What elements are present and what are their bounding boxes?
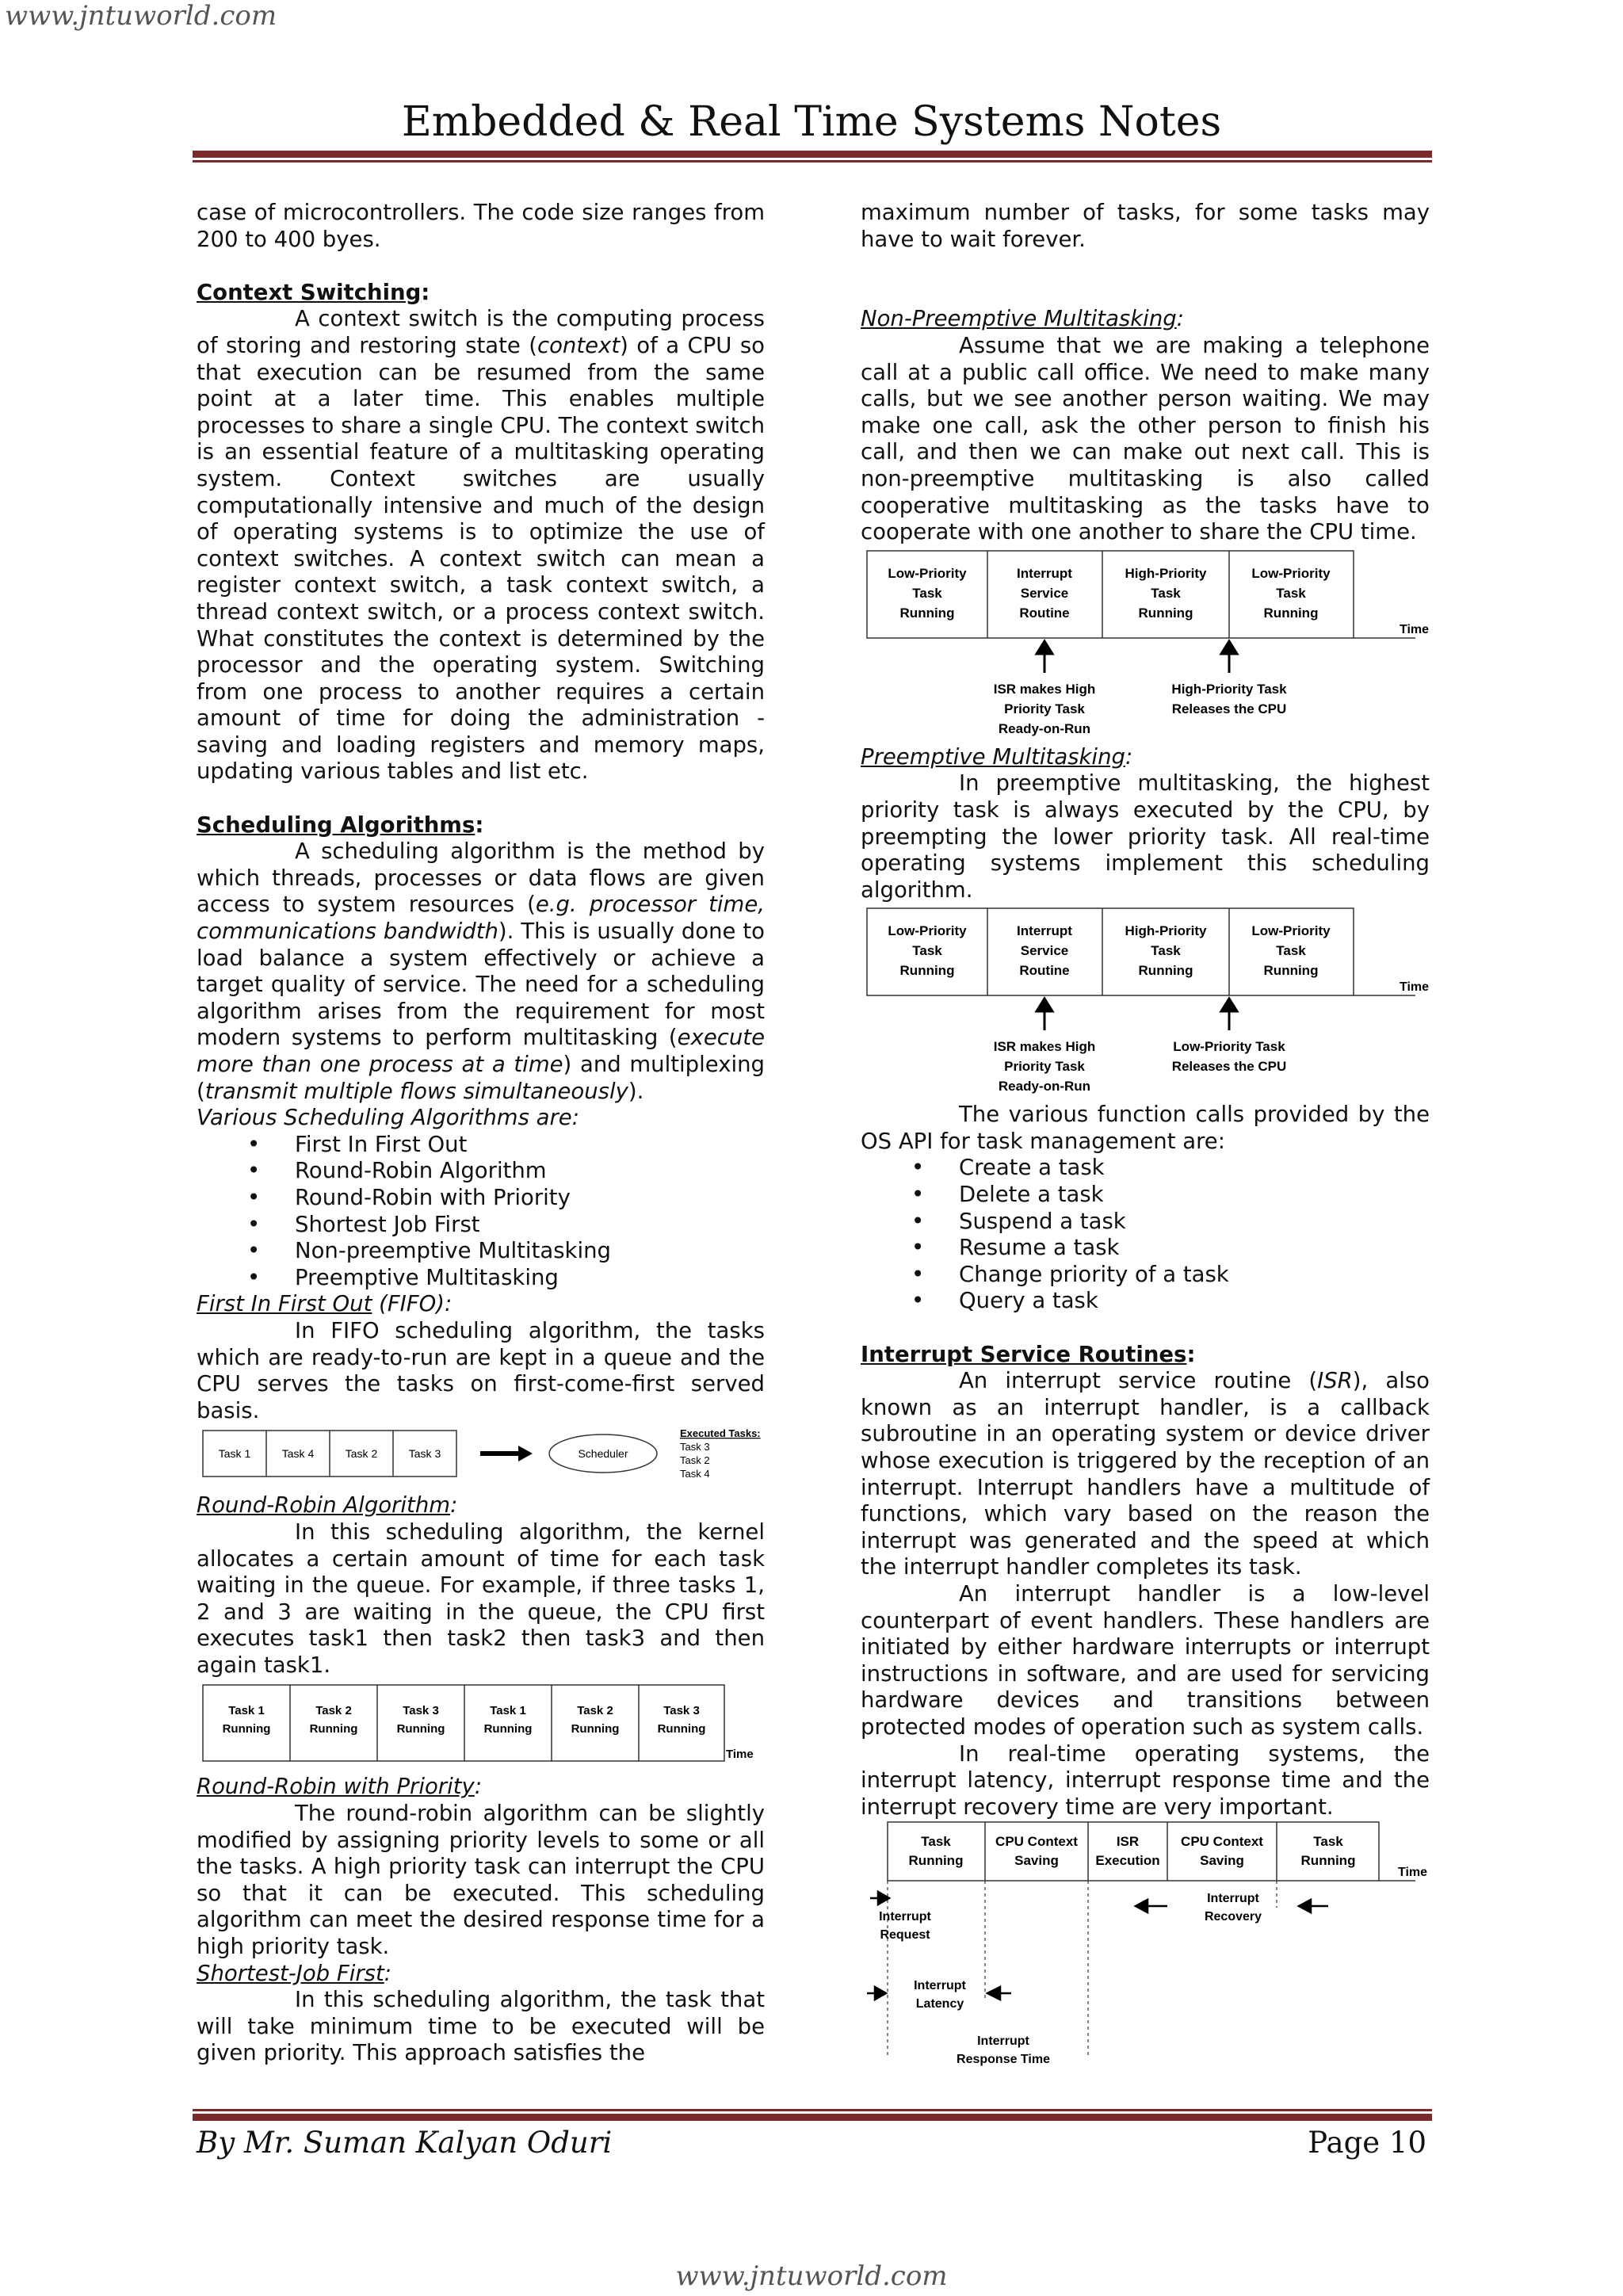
svg-text:Routine: Routine [1019,963,1070,979]
svg-text:High-Priority: High-Priority [1125,565,1207,581]
request-label: Interrupt [879,1910,931,1924]
svg-text:Execution: Execution [1095,1853,1160,1869]
svg-text:Task: Task [1276,585,1306,601]
round-robin-diagram [197,1679,765,1774]
left-intro: case of microcontrollers. The code size ranges from 200 to 400 byes. [197,200,765,252]
svg-text:CPU Context: CPU Context [995,1834,1078,1850]
fifo-task: Task 1 [218,1447,251,1461]
latency-label: Interrupt [914,1979,966,1993]
svg-text:Saving: Saving [1014,1853,1059,1869]
svg-text:Running: Running [1300,1853,1356,1869]
list-item: • First In First Out [197,1132,765,1159]
svg-text:Running: Running [657,1722,706,1736]
latency-label: Latency [915,1997,964,2011]
scheduling-heading: Scheduling Algorithms: [197,812,484,838]
list-item: • Non-preemptive Multitasking [197,1238,765,1265]
svg-text:Running: Running [571,1722,620,1736]
round-robin-paragraph: In this scheduling algorithm, the kernel allocates a certain amount of time for each task waiting in the queue. For example, if three tasks 1, 2 and 3 are waiting in the queue, the CPU first executes task1 then task2 then task3 and then again task1. [197,1519,765,1678]
svg-text:Task: Task [1276,943,1306,959]
npm-note1: Priority Task [1004,701,1085,716]
svg-text:Interrupt: Interrupt [1017,565,1072,581]
page-title: Embedded & Real Time Systems Notes [401,98,1222,146]
right-intro: maximum number of tasks, for some tasks may have to wait forever. [861,200,1430,252]
npm-cell [888,566,1331,621]
isr-paragraph-2: An interrupt handler is a low-level counterpart of event handlers. These handlers are initiated by either hardware interrupts or interrupt instructions in software, and are used for servicing hardware devices and transitions between protected modes of operation such as system calls. [861,1580,1430,1740]
list-item: • Resume a task [861,1235,1430,1262]
list-item: • Change priority of a task [861,1262,1430,1289]
svg-text:Task 1: Task 1 [490,1704,526,1718]
svg-text:Task 3: Task 3 [403,1704,439,1718]
list-item: • Round-Robin Algorithm [197,1158,765,1185]
svg-text:ISR: ISR [1116,1834,1140,1850]
fifo-paragraph: In FIFO scheduling algorithm, the tasks which are ready-to-run are kept in a queue and the CPU serves the tasks on first-come-first served basis. [197,1317,765,1423]
list-item: • Round-Robin with Priority [197,1185,765,1212]
svg-text:Task 2: Task 2 [315,1704,352,1718]
fifo-arrow-head [518,1446,533,1461]
svg-text:Low-Priority: Low-Priority [1251,565,1331,581]
svg-text:CPU Context: CPU Context [1181,1834,1263,1850]
non-preemptive-heading: Non-Preemptive Multitasking: [861,306,1184,332]
list-item: • Create a task [861,1155,1430,1182]
left-column [197,200,765,2067]
response-label: Response Time [957,2053,1050,2067]
npm-note2: Releases the CPU [1171,701,1287,716]
isr-heading: Interrupt Service Routines: [861,1341,1196,1367]
various-algorithms-label: Various Scheduling Algorithms are: [197,1105,579,1131]
svg-text:Service: Service [1020,585,1069,601]
header-rule [193,151,1432,163]
executed-title: Executed Tasks: [680,1427,761,1440]
recovery-label: Interrupt [1207,1892,1259,1906]
rr-priority-paragraph: The round-robin algorithm can be slightly modified by assigning priority levels to some or all the tasks. A high priority task can interrupt the CPU so that it can be executed. This scheduling algorithm can meet the desired response time for a high priority task. [197,1801,765,1960]
up-arrow-icon [1037,641,1237,673]
svg-text:Running: Running [1138,605,1193,621]
svg-text:Running: Running [899,963,955,979]
pm-note1: Ready-on-Run [998,1079,1091,1095]
time-label: Time [1400,980,1430,995]
round-robin-heading: Round-Robin Algorithm: [197,1492,458,1519]
context-switching-heading: Context Switching: [197,279,430,305]
preemptive-heading: Preemptive Multitasking: [861,743,1133,770]
isr-cell [909,1834,1356,1868]
svg-text:Task: Task [912,943,942,959]
svg-text:Task 3: Task 3 [663,1704,700,1718]
fifo-diagram [197,1424,765,1492]
svg-text:Task: Task [912,585,942,601]
api-list [861,1155,1430,1315]
preemptive-paragraph: In preemptive multitasking, the highest priority task is always executed by the CPU, by preempting the lower priority task. All real-time operating systems implement this scheduling algorithm. [861,770,1430,903]
sjf-paragraph: In this scheduling algorithm, the task that will take minimum time to be executed will be given priority. This approach satisfies the [197,1987,765,2066]
list-item: • Query a task [861,1288,1430,1315]
svg-text:Running: Running [483,1722,533,1736]
svg-text:Running: Running [309,1722,358,1736]
svg-text:Task 2: Task 2 [577,1704,613,1718]
list-item: • Shortest Job First [197,1212,765,1239]
request-label: Request [880,1928,930,1943]
svg-text:Task: Task [921,1834,951,1850]
time-label: Time [1398,1866,1428,1880]
pm-cell [888,923,1331,978]
list-item: • Delete a task [861,1182,1430,1209]
time-label: Time [1400,622,1430,636]
fifo-task: Task 3 [408,1447,441,1461]
svg-text:Running: Running [222,1722,271,1736]
rr-priority-heading: Round-Robin with Priority: [197,1774,483,1800]
svg-text:Running: Running [1263,963,1319,979]
page-number: Page 10 [1308,2126,1426,2160]
time-label: Time [726,1748,754,1762]
executed-task: Task 4 [680,1468,710,1480]
svg-text:Task: Task [1313,1834,1343,1850]
non-preemptive-paragraph: Assume that we are making a telephone call at a public call office. We need to make many calls, but we see another person waiting. We may make one call, ask the other person to finish his call, and then we can make out next call. This is non-preemptive multitasking is also called cooperative multitasking as the tasks have to cooperate with one another to share the CPU time. [861,332,1430,545]
npm-note1: ISR makes High [993,681,1096,697]
fifo-task: Task 4 [281,1447,315,1461]
scheduler-label: Scheduler [578,1447,628,1461]
recovery-label: Recovery [1204,1910,1262,1924]
isr-diagram [861,1820,1430,2066]
npm-note2: High-Priority Task [1171,681,1287,697]
executed-task: Task 3 [680,1441,710,1454]
context-switching-paragraph: A context switch is the computing process of storing and restoring state (context) of a CPU so that execution can be resumed from the same point at a later time. This enables multiple processes to share a single CPU. The context switch is an essential feature of a multitasking operating system. Context switches are usually computationally intensive and much of the design of operating systems is to optimize the use of context switches. A context switch can mean a register context switch, a task context switch, a thread context switch, or a process context switch. What constitutes the context is determined by the processor and the operating system. Switching from one process to another requires a certain amount of time for doing the administration - saving and loading registers and memory maps, updating various tables and list etc. [197,306,765,785]
svg-text:Low-Priority: Low-Priority [888,923,967,939]
footer-rule [193,2107,1432,2119]
svg-text:Running: Running [1263,605,1319,621]
response-label: Interrupt [977,2034,1029,2049]
svg-text:Service: Service [1020,943,1069,959]
svg-text:High-Priority: High-Priority [1125,923,1207,939]
svg-text:Task: Task [1151,943,1181,959]
list-item: • Suspend a task [861,1209,1430,1236]
svg-text:Running: Running [396,1722,445,1736]
up-arrow-icon [1037,999,1237,1030]
list-item: • Preemptive Multitasking [197,1265,765,1292]
watermark-top: www.jntuworld.com [5,0,277,32]
footer-author: By Mr. Suman Kalyan Oduri [197,2126,613,2160]
pm-note1: Priority Task [1004,1059,1085,1075]
svg-text:Interrupt: Interrupt [1017,923,1072,939]
scheduling-paragraph: A scheduling algorithm is the method by which threads, processes or data flows are given access to system resources (e.g. processor time, communications bandwidth). This is usually done to load balance a system effectively or achieve a target quality of service. The need for a scheduling algorithm arises from the requirement for most modern systems to perform multitasking (execute more than one process at a time) and multiplexing (transmit multiple flows simultaneously). [197,839,766,1104]
preemptive-diagram [861,904,1430,1102]
svg-text:Running: Running [1138,963,1193,979]
svg-text:Running: Running [899,605,955,621]
watermark-bottom: www.jntuworld.com [675,2260,948,2292]
svg-text:Task: Task [1151,585,1181,601]
pm-note1: ISR makes High [993,1039,1096,1055]
api-paragraph: The various function calls provided by the OS API for task management are: [861,1102,1430,1154]
fifo-heading: First In First Out (FIFO): [197,1291,453,1317]
right-column [861,200,1430,2066]
pm-note2: Low-Priority Task [1173,1039,1285,1055]
svg-text:Low-Priority: Low-Priority [888,565,967,581]
non-preemptive-diagram [861,546,1430,744]
svg-text:Routine: Routine [1019,605,1070,621]
isr-paragraph-3: In real-time operating systems, the interrupt latency, interrupt response time and the interrupt recovery time are very important. [861,1740,1430,1820]
fifo-task: Task 2 [345,1447,378,1461]
svg-text:Running: Running [908,1853,964,1869]
svg-text:Low-Priority: Low-Priority [1251,923,1331,939]
isr-paragraph-1: An interrupt service routine (ISR), also known as an interrupt handler, is a callback subroutine in an operating system or device driver whose execution is triggered by the reception of an interrupt. Interrupt handlers have a multitude of functions, which vary based on the reason the interrupt was generated and the speed at which the interrupt handler completes its task. [861,1368,1430,1580]
sjf-heading: Shortest-Job First: [197,1960,392,1986]
executed-task: Task 2 [680,1454,710,1467]
svg-text:Task 1: Task 1 [228,1704,265,1718]
svg-text:Saving: Saving [1200,1853,1244,1869]
npm-note1: Ready-on-Run [998,720,1091,736]
pm-note2: Releases the CPU [1171,1059,1287,1075]
algorithm-list [197,1132,765,1292]
